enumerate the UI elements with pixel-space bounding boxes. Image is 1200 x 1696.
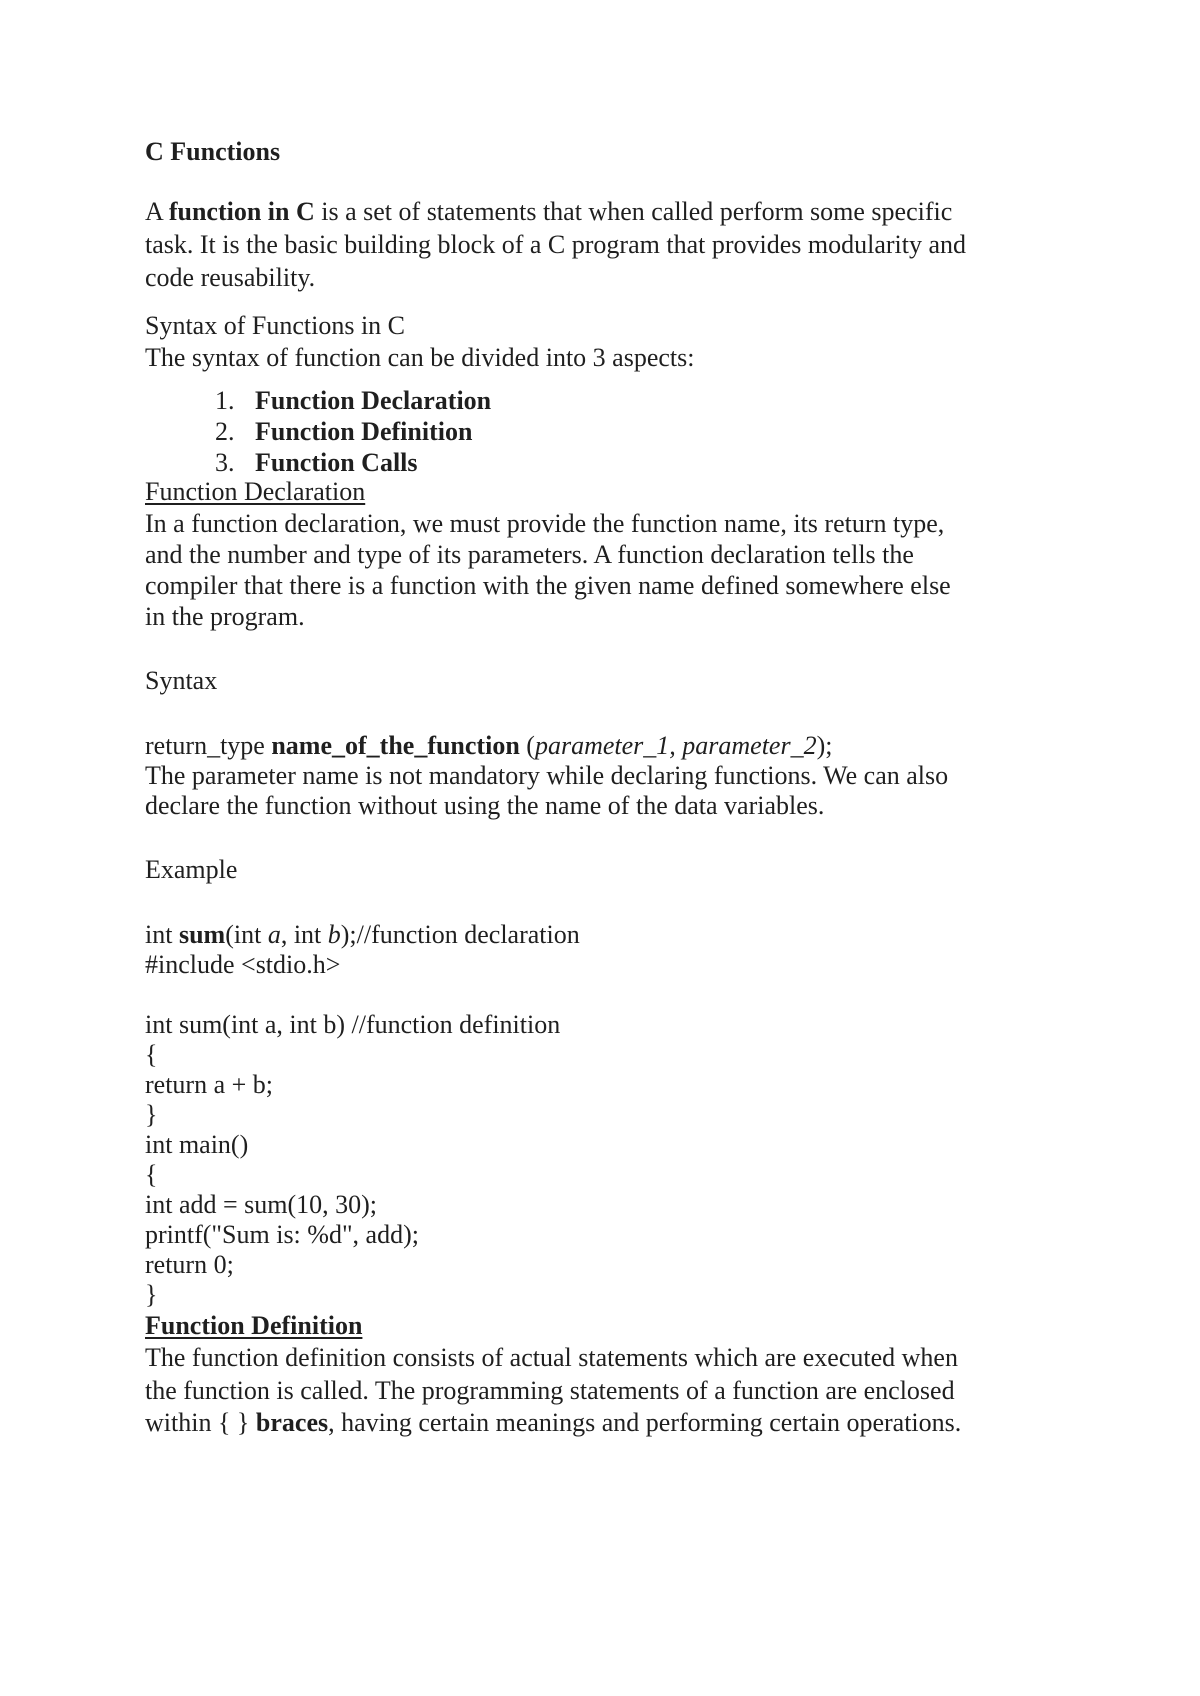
intro-line-2: task. It is the basic building block of a C program that provides modularity and — [145, 230, 967, 259]
syntax-params: parameter_1, parameter_2 — [534, 731, 817, 760]
code-line: int main() — [145, 1130, 249, 1159]
syntax-function-name: name_of_the_function — [271, 731, 520, 760]
syntax-paren: ); — [816, 731, 833, 760]
code-token: (int — [225, 920, 268, 949]
syntax-intro: The syntax of function can be divided into 3 aspects: — [145, 343, 695, 372]
code-token: sum — [178, 920, 226, 949]
list-number: 2. — [215, 417, 235, 446]
code-token: , int — [280, 920, 328, 949]
example-label: Example — [145, 855, 238, 884]
code-line: return 0; — [145, 1250, 234, 1279]
declaration-heading: Function Declaration — [145, 477, 366, 506]
intro-text: A — [145, 197, 169, 226]
declaration-line: In a function declaration, we must provide the function name, its return type, — [145, 509, 945, 538]
code-token: a — [267, 920, 281, 949]
definition-text: within { } — [145, 1408, 256, 1437]
note-line: declare the function without using the name of the data variables. — [145, 791, 825, 820]
definition-text: , having certain meanings and performing certain operations. — [328, 1408, 962, 1437]
list-label: Function Definition — [255, 417, 473, 446]
intro-bold-term: function in C — [168, 197, 315, 226]
syntax-paren: ( — [519, 731, 535, 760]
code-line: { — [145, 1040, 158, 1069]
list-item — [215, 450, 418, 476]
intro-text: is a set of statements that when called perform some specific — [314, 197, 953, 226]
code-token: b — [327, 920, 341, 949]
code-line: printf("Sum is: %d", add); — [145, 1220, 419, 1249]
definition-line: The function definition consists of actual statements which are executed when — [145, 1343, 958, 1372]
list-label: Function Calls — [255, 448, 418, 477]
list-label: Function Declaration — [255, 386, 492, 415]
list-number: 1. — [215, 386, 235, 415]
declaration-line: and the number and type of its parameters. A function declaration tells the — [145, 540, 914, 569]
definition-line — [145, 1410, 961, 1436]
code-line: int sum(int a, int b) //function definition — [145, 1010, 561, 1039]
definition-heading: Function Definition — [145, 1311, 363, 1340]
syntax-heading: Syntax of Functions in C — [145, 311, 406, 340]
syntax-line — [145, 733, 832, 759]
code-line: int add = sum(10, 30); — [145, 1190, 378, 1219]
code-token: );//function declaration — [340, 920, 580, 949]
note-line: The parameter name is not mandatory while declaring functions. We can also — [145, 761, 949, 790]
list-number: 3. — [215, 448, 235, 477]
example-declaration — [145, 922, 580, 948]
intro-line-1 — [145, 199, 952, 225]
document-title: C Functions — [145, 137, 281, 166]
code-line: return a + b; — [145, 1070, 274, 1099]
code-token: int — [145, 920, 179, 949]
list-item — [215, 419, 472, 445]
code-line: #include <stdio.h> — [145, 950, 341, 979]
code-line: { — [145, 1160, 158, 1189]
list-item — [215, 388, 491, 414]
syntax-return-type: return_type — [145, 731, 272, 760]
definition-bold-term: braces — [255, 1408, 329, 1437]
definition-line: the function is called. The programming statements of a function are enclosed — [145, 1376, 955, 1405]
syntax-label: Syntax — [145, 666, 218, 695]
code-line: } — [145, 1280, 158, 1309]
code-line: } — [145, 1100, 158, 1129]
declaration-line: in the program. — [145, 602, 305, 631]
intro-line-3: code reusability. — [145, 263, 316, 292]
declaration-line: compiler that there is a function with the given name defined somewhere else — [145, 571, 951, 600]
